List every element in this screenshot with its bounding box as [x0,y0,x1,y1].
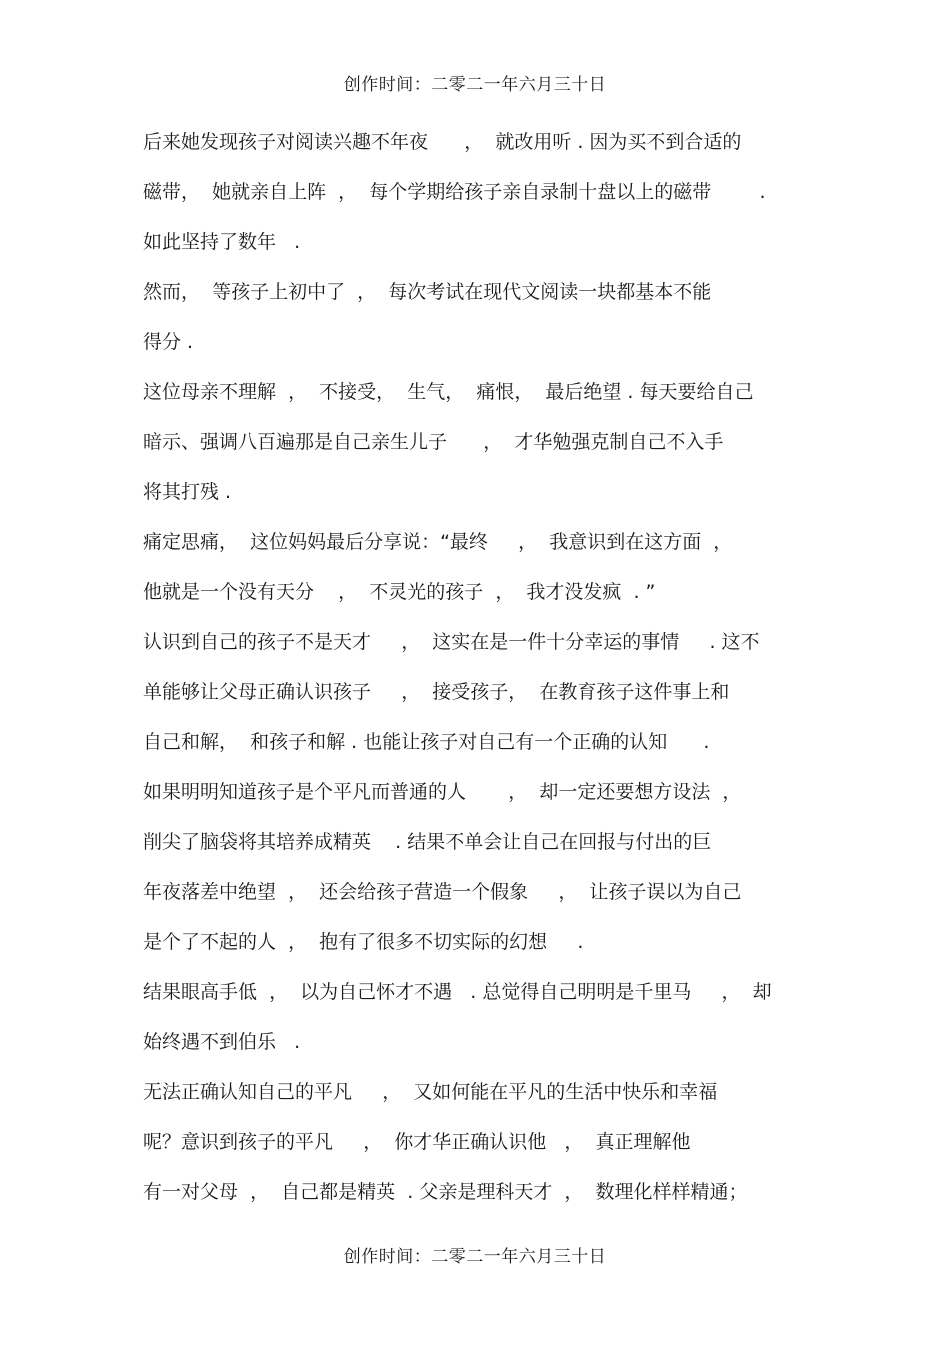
text-line: 如果明明知道孩子是个平凡而普通的人 ， 却一定还要想方设法 ， [143,781,742,803]
text-line: 结果眼高手低 ， 以为自己怀才不遇 . 总觉得自己明明是千里马 ， 却 [143,981,772,1003]
text-line: 痛定思痛， 这位妈妈最后分享说：“最终 ， 我意识到在这方面 ， [143,531,733,553]
text-line: 是个了不起的人 ， 抱有了很多不切实际的幻想 . [143,931,584,953]
page-footer: 创作时间：二零二一年六月三十日 [343,1247,607,1267]
text-line: 单能够让父母正确认识孩子 ， 接受孩子， 在教育孩子这件事上和 [143,681,730,703]
page-header: 创作时间：二零二一年六月三十日 [343,75,607,95]
text-line: 自己和解， 和孩子和解 . 也能让孩子对自己有一个正确的认知 . [143,731,710,753]
text-line: 认识到自己的孩子不是天才 ， 这实在是一件十分幸运的事情 . 这不 [143,631,760,653]
text-line: 有一对父母 ， 自己都是精英 . 父亲是理科天才 ， 数理化样样精通； [143,1181,748,1203]
text-line: 暗示、强调八百遍那是自己亲生儿子 ， 才华勉强克制自己不入手 [143,431,724,453]
text-line: 然而， 等孩子上初中了 ， 每次考试在现代文阅读一块都基本不能 [143,281,712,303]
text-line: 这位母亲不理解 ， 不接受， 生气， 痛恨， 最后绝望 . 每天要给自己 [143,381,754,403]
text-line: 削尖了脑袋将其培养成精英 . 结果不单会让自己在回报与付出的巨 [143,831,712,853]
text-line: 无法正确认知自己的平凡 ， 又如何能在平凡的生活中快乐和幸福 [143,1081,718,1103]
text-line: 年夜落差中绝望 ， 还会给孩子营造一个假象 ， 让孩子误以为自己 [143,881,742,903]
text-line: 将其打残 . [143,481,232,503]
text-line: 磁带， 她就亲自上阵 ， 每个学期给孩子亲自录制十盘以上的磁带 . [143,181,766,203]
document-body [143,122,823,1222]
text-line: 他就是一个没有天分 ， 不灵光的孩子 ， 我才没发疯 . ” [143,581,656,603]
text-line: 始终遇不到伯乐 . [143,1031,301,1053]
text-line: 呢？意识到孩子的平凡 ， 你才华正确认识他 ， 真正理解他 [143,1131,691,1153]
text-line: 得分 . [143,331,194,353]
text-line: 后来她发现孩子对阅读兴趣不年夜 ， 就改用听 . 因为买不到合适的 [143,131,742,153]
text-line: 如此坚持了数年 . [143,231,301,253]
